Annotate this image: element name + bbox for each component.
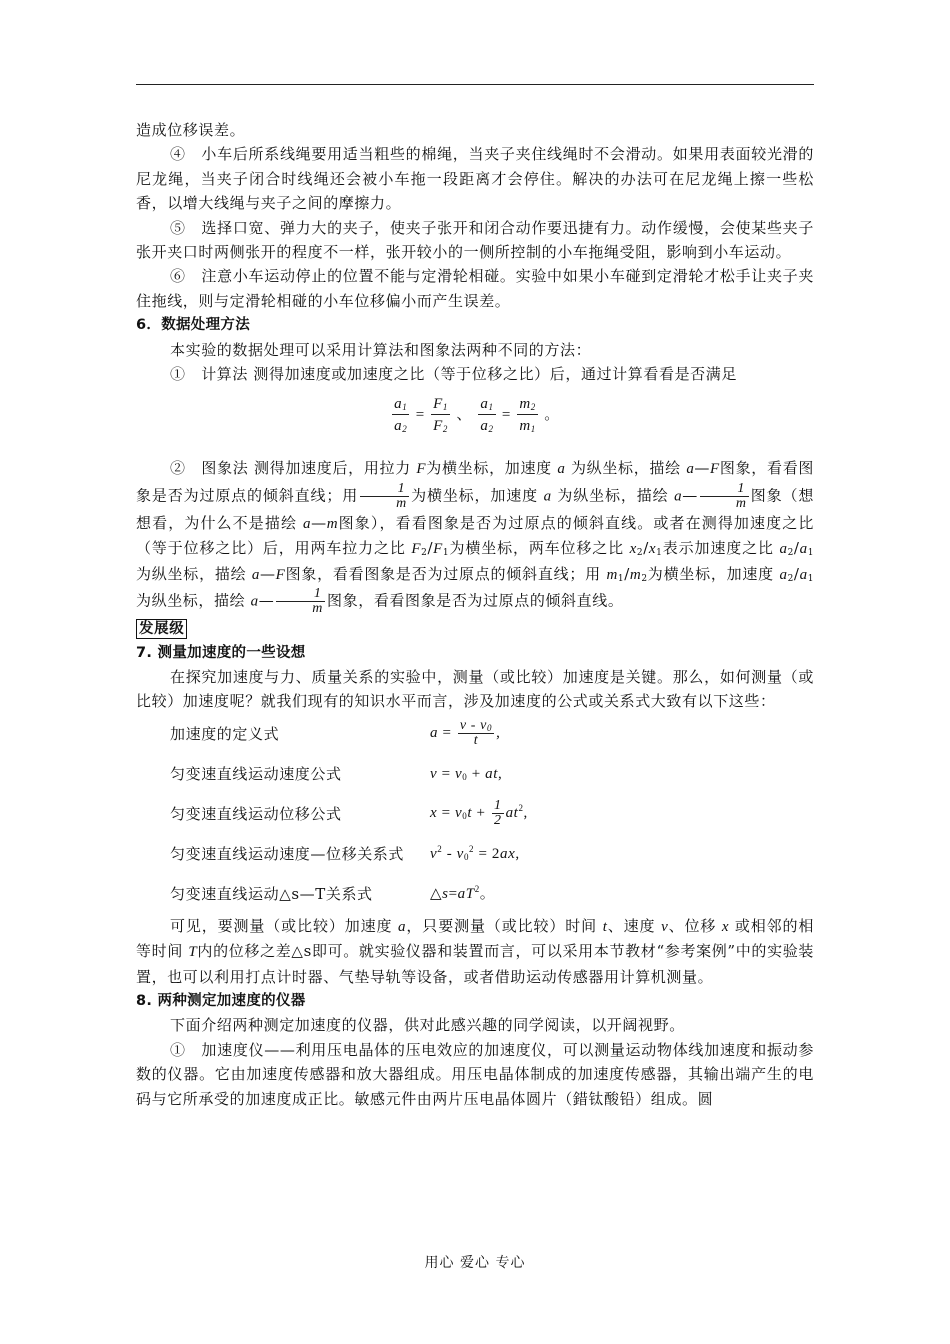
tip-item-4: ④ 小车后所系线绳要用适当粗些的棉绳，当夹子夹住线绳时不会滑动。如果用表面较光滑的尼龙绳，当夹子闭合时线绳还会被小车拖一段距离才会停住。解决的办法可在尼龙绳上擦一些松香，以增大线绳与夹子之间的摩擦力。	[136, 145, 814, 213]
formula-definition: 加速度的定义式 a = $\frac{v - v_0}{t}$ ,	[170, 718, 501, 749]
tip-item-5: ⑤ 选择口宽、弹力大的夹子，使夹子张开和闭合动作要迅捷有力。动作缓慢，会使某些夹子张开夹口时两侧张开的程度不一样，张开较小的一侧所控制的小车拖绳受阻，影响到小车运动。	[136, 218, 814, 262]
paragraph-continuation: 造成位移误差。	[136, 121, 246, 139]
section-6-intro: 本实验的数据处理可以采用计算法和图象法两种不同的方法：	[170, 340, 592, 359]
section-8-heading: 8. 两种测定加速度的仪器	[136, 992, 306, 1009]
formula-delta-s: 匀变速直线运动△s—T关系式 $\triangle s=aT^2$。	[170, 883, 496, 903]
section-8-item-1: ① 加速度仪——利用压电晶体的压电效应的加速度仪，可以测量运动物体线加速度和振动参数的仪器。它由加速度传感器和放大器组成。用压电晶体制成的加速度传感器，其输出端产生的电码与它所承受的加速度成正比。敏感元件由两片压电晶体圆片（錯钛酸铅）组成。圆	[136, 1040, 814, 1108]
eq-end: 。	[544, 407, 560, 424]
section-7-heading: 7. 测量加速度的一些设想	[136, 644, 306, 661]
ratio-equation: $\frac{a_1}{a_2}$ = $\frac{F_1}{F_2}$ 、 $\frac{a_1}{a_2}$ = $\frac{m_2}{m_1}$ 。	[394, 396, 560, 435]
formula-velocity: 匀变速直线运动速度公式 $v = v_0$ + at,	[170, 764, 503, 783]
document-body	[136, 118, 814, 1111]
formula-velocity-displacement: 匀变速直线运动速度—位移关系式 $v^2 - v_0^2 = 2ax$,	[170, 843, 520, 863]
section-7-intro: 在探究加速度与力、质量关系的实验中，测量（或比较）加速度是关键。那么，如何测量（或比较）加速度呢？就我们现有的知识水平而言，涉及加速度的公式或关系式大致有以下这些：	[136, 667, 814, 711]
level-tag: 发展级	[136, 616, 814, 640]
header-rule	[136, 84, 814, 85]
calc-method: ① 计算法 测得加速度或加速度之比（等于位移之比）后，通过计算看看是否满足	[170, 365, 737, 384]
graph-method: ② 图象法 测得加速度后，用拉力 F为横坐标，加速度 a 为纵坐标，描绘 a—F图象，看看图象是否为过原点的倾斜直线；用 $\frac{1}{m}$ 为横坐标，加速度 a 为纵坐标，描绘 a— $\frac{1}{m}$ 图象（想想看，为什么不是描绘 a—m图象），看看图象是否为过原点的倾斜直线。或者在测得加速度之比（等于位移之比）后，用两车拉力之比 $F_2/F_1$为横坐标，两车位移之比 $x_2/x_1$表示加速度之比 $a_2/a_1$为纵坐标，描绘 a—F图象，看看图象是否为过原点的倾斜直线；用 $m_1/m_2$为横坐标，加速度 $a_2/a_1$为纵坐标，描绘 a— $\frac{1}{m}$ 图象，看看图象是否为过原点的倾斜直线。	[136, 459, 815, 617]
section-6-heading: 6．数据处理方法	[136, 317, 250, 334]
section-8-intro: 下面介绍两种测定加速度的仪器，供对此感兴趣的同学阅读，以开阔视野。	[170, 1016, 685, 1035]
eq-separator: 、	[456, 407, 472, 424]
section-7-conclusion: 可见，要测量（或比较）加速度 a，只要测量（或比较）时间 t、速度 v、位移 x 或相邻的相等时间 T内的位移之差△s即可。就实验仪器和装置而言，可以采用本节教材“参考案例”中的实验装置，也可以利用打点计时器、气垫导轨等设备，或者借助运动传感器用计算机测量。	[136, 916, 814, 986]
formula-displacement: 匀变速直线运动位移公式 $x = v_0t$ + $\frac{1}{2}$ $at^2$,	[170, 798, 528, 829]
page-footer: 用心 爱心 专心	[424, 1255, 526, 1271]
tip-item-6: ⑥ 注意小车运动停止的位置不能与定滑轮相碰。实验中如果小车碰到定滑轮才松手让夹子夹住拖线，则与定滑轮相碰的小车位移偏小而产生误差。	[136, 267, 814, 310]
